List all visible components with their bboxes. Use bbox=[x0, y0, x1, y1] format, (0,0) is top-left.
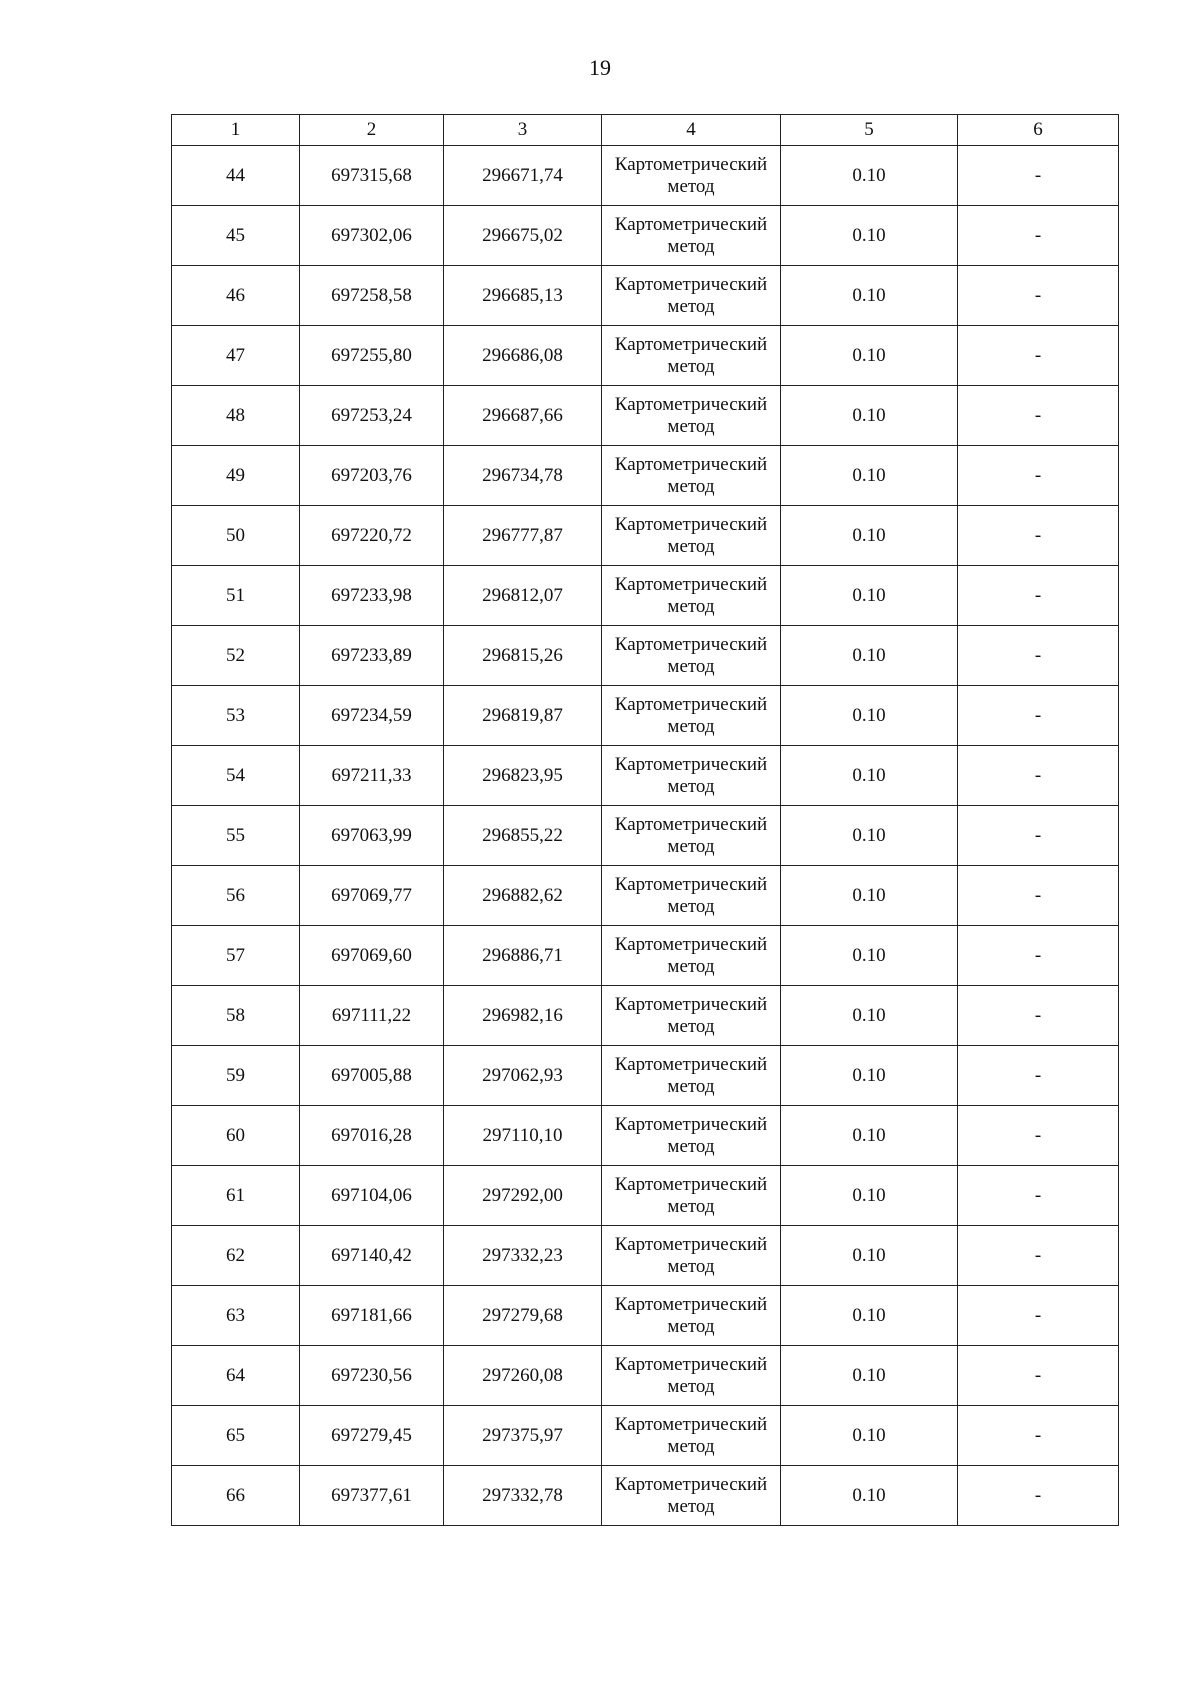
method-text-line1: Картометрический bbox=[614, 573, 768, 595]
x-coordinate-cell: 697233,98 bbox=[300, 566, 444, 626]
accuracy-cell: 0.10 bbox=[781, 1286, 958, 1346]
x-coordinate-cell: 697377,61 bbox=[300, 1466, 444, 1526]
y-coordinate-cell: 296687,66 bbox=[444, 386, 602, 446]
method-text-line2: метод bbox=[667, 1015, 715, 1037]
method-text-line2: метод bbox=[667, 415, 715, 437]
point-number-cell: 53 bbox=[172, 686, 300, 746]
accuracy-cell: 0.10 bbox=[781, 1046, 958, 1106]
accuracy-cell: 0.10 bbox=[781, 326, 958, 386]
point-number-cell: 62 bbox=[172, 1226, 300, 1286]
table-row bbox=[172, 386, 1119, 446]
method-cell bbox=[602, 1466, 781, 1526]
method-cell bbox=[602, 986, 781, 1046]
accuracy-cell: 0.10 bbox=[781, 1406, 958, 1466]
x-coordinate-cell: 697258,58 bbox=[300, 266, 444, 326]
point-number-cell: 48 bbox=[172, 386, 300, 446]
accuracy-cell: 0.10 bbox=[781, 146, 958, 206]
method-cell bbox=[602, 146, 781, 206]
method-text-line1: Картометрический bbox=[614, 693, 768, 715]
method-text-line1: Картометрический bbox=[614, 1413, 768, 1435]
method-text-line1: Картометрический bbox=[614, 873, 768, 895]
table-row bbox=[172, 1466, 1119, 1526]
table-row bbox=[172, 206, 1119, 266]
column-header-3: 3 bbox=[444, 115, 602, 146]
note-cell: - bbox=[958, 506, 1119, 566]
method-text-line2: метод bbox=[667, 295, 715, 317]
table-row bbox=[172, 266, 1119, 326]
page-number: 19 bbox=[589, 55, 611, 80]
point-number-cell: 44 bbox=[172, 146, 300, 206]
note-cell: - bbox=[958, 1286, 1119, 1346]
method-cell bbox=[602, 326, 781, 386]
note-cell: - bbox=[958, 1046, 1119, 1106]
accuracy-cell: 0.10 bbox=[781, 866, 958, 926]
x-coordinate-cell: 697069,60 bbox=[300, 926, 444, 986]
method-text-line1: Картометрический bbox=[614, 1053, 768, 1075]
note-cell: - bbox=[958, 986, 1119, 1046]
method-cell bbox=[602, 446, 781, 506]
table-row bbox=[172, 1406, 1119, 1466]
note-cell: - bbox=[958, 446, 1119, 506]
x-coordinate-cell: 697302,06 bbox=[300, 206, 444, 266]
table-row bbox=[172, 1166, 1119, 1226]
method-cell bbox=[602, 866, 781, 926]
method-text-line2: метод bbox=[667, 1495, 715, 1517]
method-text-line1: Картометрический bbox=[614, 453, 768, 475]
method-cell bbox=[602, 626, 781, 686]
table-row bbox=[172, 1346, 1119, 1406]
y-coordinate-cell: 296823,95 bbox=[444, 746, 602, 806]
y-coordinate-cell: 297110,10 bbox=[444, 1106, 602, 1166]
table-row bbox=[172, 446, 1119, 506]
point-number-cell: 46 bbox=[172, 266, 300, 326]
x-coordinate-cell: 697234,59 bbox=[300, 686, 444, 746]
method-text-line2: метод bbox=[667, 1075, 715, 1097]
table-row bbox=[172, 686, 1119, 746]
y-coordinate-cell: 296819,87 bbox=[444, 686, 602, 746]
table-row bbox=[172, 926, 1119, 986]
table-row bbox=[172, 806, 1119, 866]
accuracy-cell: 0.10 bbox=[781, 1166, 958, 1226]
note-cell: - bbox=[958, 206, 1119, 266]
method-text-line1: Картометрический bbox=[614, 633, 768, 655]
table-row bbox=[172, 1286, 1119, 1346]
method-text-line2: метод bbox=[667, 595, 715, 617]
y-coordinate-cell: 296685,13 bbox=[444, 266, 602, 326]
note-cell: - bbox=[958, 1346, 1119, 1406]
accuracy-cell: 0.10 bbox=[781, 1226, 958, 1286]
method-text-line2: метод bbox=[667, 1195, 715, 1217]
column-header-2: 2 bbox=[300, 115, 444, 146]
method-cell bbox=[602, 1406, 781, 1466]
column-header-4: 4 bbox=[602, 115, 781, 146]
point-number-cell: 55 bbox=[172, 806, 300, 866]
method-text-line1: Картометрический bbox=[614, 1473, 768, 1495]
method-text-line2: метод bbox=[667, 175, 715, 197]
method-text-line1: Картометрический bbox=[614, 933, 768, 955]
point-number-cell: 65 bbox=[172, 1406, 300, 1466]
point-number-cell: 60 bbox=[172, 1106, 300, 1166]
point-number-cell: 52 bbox=[172, 626, 300, 686]
note-cell: - bbox=[958, 266, 1119, 326]
method-text-line1: Картометрический bbox=[614, 1113, 768, 1135]
table-row bbox=[172, 746, 1119, 806]
method-text-line2: метод bbox=[667, 475, 715, 497]
table-row bbox=[172, 626, 1119, 686]
x-coordinate-cell: 697181,66 bbox=[300, 1286, 444, 1346]
note-cell: - bbox=[958, 626, 1119, 686]
method-text-line1: Картометрический bbox=[614, 1173, 768, 1195]
method-cell bbox=[602, 1346, 781, 1406]
method-text-line2: метод bbox=[667, 1255, 715, 1277]
x-coordinate-cell: 697104,06 bbox=[300, 1166, 444, 1226]
point-number-cell: 66 bbox=[172, 1466, 300, 1526]
method-text-line1: Картометрический bbox=[614, 333, 768, 355]
table-row bbox=[172, 1106, 1119, 1166]
method-text-line2: метод bbox=[667, 775, 715, 797]
point-number-cell: 61 bbox=[172, 1166, 300, 1226]
x-coordinate-cell: 697220,72 bbox=[300, 506, 444, 566]
y-coordinate-cell: 296686,08 bbox=[444, 326, 602, 386]
method-cell bbox=[602, 566, 781, 626]
point-number-cell: 49 bbox=[172, 446, 300, 506]
point-number-cell: 45 bbox=[172, 206, 300, 266]
point-number-cell: 59 bbox=[172, 1046, 300, 1106]
y-coordinate-cell: 296777,87 bbox=[444, 506, 602, 566]
note-cell: - bbox=[958, 866, 1119, 926]
method-cell bbox=[602, 806, 781, 866]
table-row bbox=[172, 566, 1119, 626]
note-cell: - bbox=[958, 1106, 1119, 1166]
x-coordinate-cell: 697279,45 bbox=[300, 1406, 444, 1466]
method-cell bbox=[602, 926, 781, 986]
accuracy-cell: 0.10 bbox=[781, 386, 958, 446]
method-text-line2: метод bbox=[667, 235, 715, 257]
accuracy-cell: 0.10 bbox=[781, 806, 958, 866]
method-text-line2: метод bbox=[667, 895, 715, 917]
point-number-cell: 56 bbox=[172, 866, 300, 926]
method-cell bbox=[602, 1226, 781, 1286]
point-number-cell: 47 bbox=[172, 326, 300, 386]
y-coordinate-cell: 296671,74 bbox=[444, 146, 602, 206]
x-coordinate-cell: 697233,89 bbox=[300, 626, 444, 686]
y-coordinate-cell: 296815,26 bbox=[444, 626, 602, 686]
method-text-line1: Картометрический bbox=[614, 153, 768, 175]
method-text-line2: метод bbox=[667, 715, 715, 737]
column-header-1: 1 bbox=[172, 115, 300, 146]
accuracy-cell: 0.10 bbox=[781, 686, 958, 746]
x-coordinate-cell: 697069,77 bbox=[300, 866, 444, 926]
method-cell bbox=[602, 506, 781, 566]
table-row bbox=[172, 866, 1119, 926]
method-cell bbox=[602, 1286, 781, 1346]
y-coordinate-cell: 296882,62 bbox=[444, 866, 602, 926]
column-header-5: 5 bbox=[781, 115, 958, 146]
y-coordinate-cell: 296812,07 bbox=[444, 566, 602, 626]
x-coordinate-cell: 697315,68 bbox=[300, 146, 444, 206]
note-cell: - bbox=[958, 1226, 1119, 1286]
accuracy-cell: 0.10 bbox=[781, 566, 958, 626]
point-number-cell: 51 bbox=[172, 566, 300, 626]
accuracy-cell: 0.10 bbox=[781, 926, 958, 986]
y-coordinate-cell: 297279,68 bbox=[444, 1286, 602, 1346]
y-coordinate-cell: 297332,23 bbox=[444, 1226, 602, 1286]
accuracy-cell: 0.10 bbox=[781, 746, 958, 806]
method-text-line1: Картометрический bbox=[614, 213, 768, 235]
accuracy-cell: 0.10 bbox=[781, 266, 958, 326]
point-number-cell: 57 bbox=[172, 926, 300, 986]
y-coordinate-cell: 297062,93 bbox=[444, 1046, 602, 1106]
x-coordinate-cell: 697255,80 bbox=[300, 326, 444, 386]
table-header-row bbox=[172, 115, 1119, 146]
method-text-line1: Картометрический bbox=[614, 993, 768, 1015]
method-cell bbox=[602, 1046, 781, 1106]
method-text-line2: метод bbox=[667, 835, 715, 857]
accuracy-cell: 0.10 bbox=[781, 1106, 958, 1166]
accuracy-cell: 0.10 bbox=[781, 506, 958, 566]
method-text-line2: метод bbox=[667, 1135, 715, 1157]
method-text-line1: Картометрический bbox=[614, 813, 768, 835]
x-coordinate-cell: 697253,24 bbox=[300, 386, 444, 446]
accuracy-cell: 0.10 bbox=[781, 626, 958, 686]
note-cell: - bbox=[958, 686, 1119, 746]
note-cell: - bbox=[958, 926, 1119, 986]
y-coordinate-cell: 296734,78 bbox=[444, 446, 602, 506]
point-number-cell: 64 bbox=[172, 1346, 300, 1406]
y-coordinate-cell: 297332,78 bbox=[444, 1466, 602, 1526]
method-text-line1: Картометрический bbox=[614, 273, 768, 295]
method-text-line2: метод bbox=[667, 1435, 715, 1457]
coordinates-table bbox=[171, 114, 1119, 1526]
table-row bbox=[172, 146, 1119, 206]
accuracy-cell: 0.10 bbox=[781, 986, 958, 1046]
method-text-line2: метод bbox=[667, 535, 715, 557]
method-cell bbox=[602, 1106, 781, 1166]
table-row bbox=[172, 986, 1119, 1046]
method-text-line1: Картометрический bbox=[614, 393, 768, 415]
x-coordinate-cell: 697203,76 bbox=[300, 446, 444, 506]
method-text-line2: метод bbox=[667, 955, 715, 977]
column-header-6: 6 bbox=[958, 115, 1119, 146]
table-row bbox=[172, 1046, 1119, 1106]
y-coordinate-cell: 297375,97 bbox=[444, 1406, 602, 1466]
note-cell: - bbox=[958, 1406, 1119, 1466]
point-number-cell: 50 bbox=[172, 506, 300, 566]
method-text-line2: метод bbox=[667, 1315, 715, 1337]
y-coordinate-cell: 297260,08 bbox=[444, 1346, 602, 1406]
method-text-line1: Картометрический bbox=[614, 1353, 768, 1375]
x-coordinate-cell: 697016,28 bbox=[300, 1106, 444, 1166]
method-text-line2: метод bbox=[667, 655, 715, 677]
accuracy-cell: 0.10 bbox=[781, 206, 958, 266]
x-coordinate-cell: 697063,99 bbox=[300, 806, 444, 866]
y-coordinate-cell: 296886,71 bbox=[444, 926, 602, 986]
point-number-cell: 54 bbox=[172, 746, 300, 806]
method-cell bbox=[602, 206, 781, 266]
table-body bbox=[172, 146, 1119, 1526]
y-coordinate-cell: 296675,02 bbox=[444, 206, 602, 266]
note-cell: - bbox=[958, 566, 1119, 626]
x-coordinate-cell: 697111,22 bbox=[300, 986, 444, 1046]
y-coordinate-cell: 296982,16 bbox=[444, 986, 602, 1046]
method-cell bbox=[602, 1166, 781, 1226]
method-cell bbox=[602, 746, 781, 806]
method-text-line1: Картометрический bbox=[614, 513, 768, 535]
method-text-line2: метод bbox=[667, 1375, 715, 1397]
note-cell: - bbox=[958, 146, 1119, 206]
note-cell: - bbox=[958, 1166, 1119, 1226]
method-cell bbox=[602, 266, 781, 326]
x-coordinate-cell: 697230,56 bbox=[300, 1346, 444, 1406]
note-cell: - bbox=[958, 746, 1119, 806]
note-cell: - bbox=[958, 806, 1119, 866]
x-coordinate-cell: 697211,33 bbox=[300, 746, 444, 806]
note-cell: - bbox=[958, 1466, 1119, 1526]
accuracy-cell: 0.10 bbox=[781, 1346, 958, 1406]
y-coordinate-cell: 296855,22 bbox=[444, 806, 602, 866]
method-cell bbox=[602, 386, 781, 446]
note-cell: - bbox=[958, 386, 1119, 446]
method-text-line1: Картометрический bbox=[614, 1233, 768, 1255]
y-coordinate-cell: 297292,00 bbox=[444, 1166, 602, 1226]
point-number-cell: 58 bbox=[172, 986, 300, 1046]
accuracy-cell: 0.10 bbox=[781, 446, 958, 506]
method-text-line2: метод bbox=[667, 355, 715, 377]
table-row bbox=[172, 506, 1119, 566]
method-text-line1: Картометрический bbox=[614, 1293, 768, 1315]
note-cell: - bbox=[958, 326, 1119, 386]
x-coordinate-cell: 697005,88 bbox=[300, 1046, 444, 1106]
method-text-line1: Картометрический bbox=[614, 753, 768, 775]
accuracy-cell: 0.10 bbox=[781, 1466, 958, 1526]
point-number-cell: 63 bbox=[172, 1286, 300, 1346]
table-row bbox=[172, 326, 1119, 386]
table-row bbox=[172, 1226, 1119, 1286]
x-coordinate-cell: 697140,42 bbox=[300, 1226, 444, 1286]
method-cell bbox=[602, 686, 781, 746]
